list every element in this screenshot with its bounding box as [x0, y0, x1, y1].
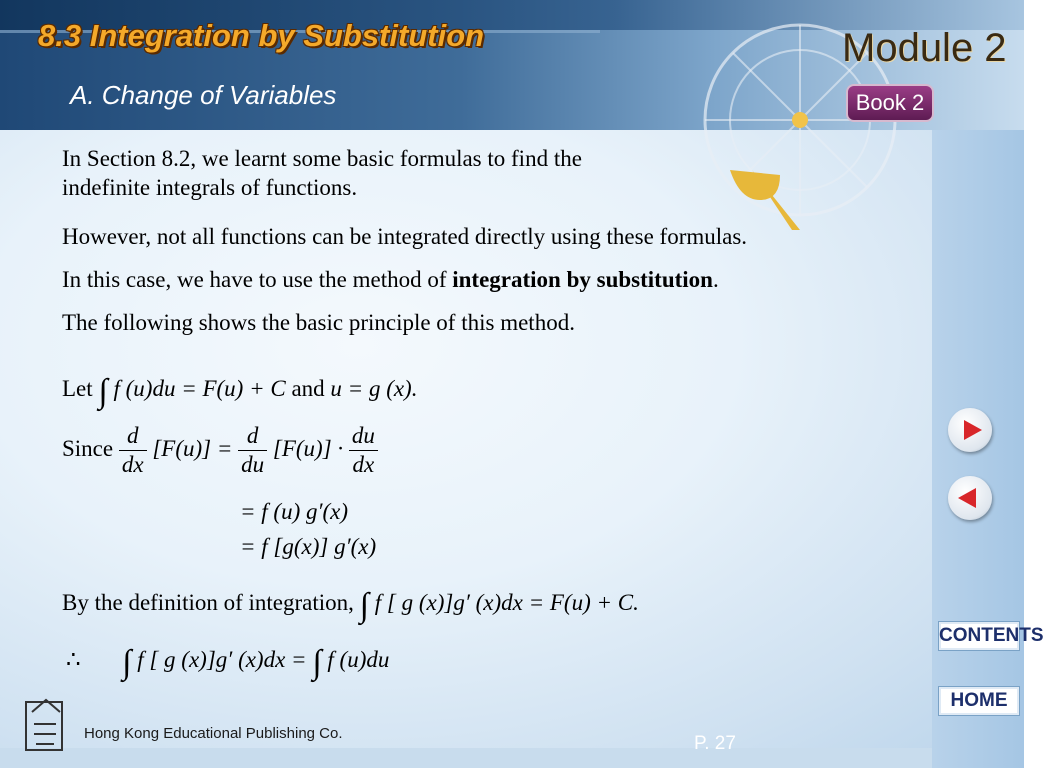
paragraph-principle: The following shows the basic principle of this method. — [62, 310, 575, 335]
publisher-name: Hong Kong Educational Publishing Co. — [84, 725, 343, 742]
paragraph-method — [62, 265, 719, 294]
integral-symbol-3: ∫ — [122, 644, 132, 681]
fraction-d-dx — [119, 422, 147, 479]
integral-symbol-4: ∫ — [312, 644, 322, 681]
definition-text: By the definition of integration, — [62, 590, 354, 615]
derivation-step-3: = f [g(x)] g′(x) — [240, 534, 377, 559]
denominator-du: du — [241, 452, 265, 477]
integral-symbol-2: ∫ — [359, 587, 369, 624]
next-slide-button[interactable] — [948, 408, 992, 452]
publisher-logo — [24, 694, 66, 754]
book-badge: Book 2 — [846, 84, 934, 122]
numerator-du: du — [349, 422, 378, 451]
contents-button[interactable]: CONTENTS — [938, 621, 1020, 651]
and-word: and — [291, 376, 325, 401]
paragraph-intro — [62, 144, 582, 202]
integral-symbol: ∫ — [98, 373, 108, 410]
definition-expression: f [ g (x)]g′ (x)dx = F(u) + C. — [374, 590, 639, 615]
slide-header — [0, 0, 1024, 130]
bracket-expression-1: [F(u)] = — [152, 435, 233, 461]
method-period: . — [712, 267, 719, 292]
fraction-d-du — [238, 422, 267, 479]
play-right-icon — [948, 408, 992, 452]
play-left-icon — [948, 476, 992, 520]
slide-subtitle: A. Change of Variables — [70, 80, 337, 110]
fraction-du-dx — [349, 422, 378, 479]
footer-bar — [0, 748, 932, 768]
paragraph-intro-line2: indefinite integrals of functions. — [62, 175, 358, 200]
bracket-expression-2: [F(u)] · — [272, 435, 344, 461]
previous-slide-button[interactable] — [948, 476, 992, 520]
let-expression: f (u)du = F(u) + C — [113, 376, 286, 401]
result-rhs: f (u)du — [327, 647, 390, 672]
numerator-d: d — [119, 422, 147, 451]
substitution-expression: u = g (x). — [330, 376, 418, 401]
denominator-dx-2: dx — [352, 452, 375, 477]
module-label: Module 2 — [842, 26, 1007, 70]
paragraph-intro-line1: In Section 8.2, we learnt some basic formulas to find the — [62, 146, 582, 171]
therefore-symbol: ∴ — [66, 647, 81, 672]
result-lhs: f [ g (x)]g′ (x)dx = — [137, 647, 307, 672]
paragraph-limitation: However, not all functions can be integrated directly using these formulas. — [62, 224, 748, 249]
derivation-step-2: = f (u) g′(x) — [240, 499, 349, 524]
home-button[interactable]: HOME — [938, 686, 1020, 716]
page-number: P. 27 — [694, 733, 736, 754]
let-statement — [62, 373, 418, 410]
method-name: integration by substitution — [452, 267, 713, 292]
let-word: Let — [62, 376, 93, 401]
definition-statement — [62, 587, 639, 624]
slide-title: 8.3 Integration by Substitution — [38, 18, 485, 53]
method-text: In this case, we have to use the method of — [62, 267, 453, 292]
result-statement — [66, 644, 390, 681]
numerator-d-2: d — [238, 422, 267, 451]
denominator-dx: dx — [121, 452, 144, 477]
since-statement — [62, 422, 378, 479]
since-word: Since — [62, 435, 114, 461]
